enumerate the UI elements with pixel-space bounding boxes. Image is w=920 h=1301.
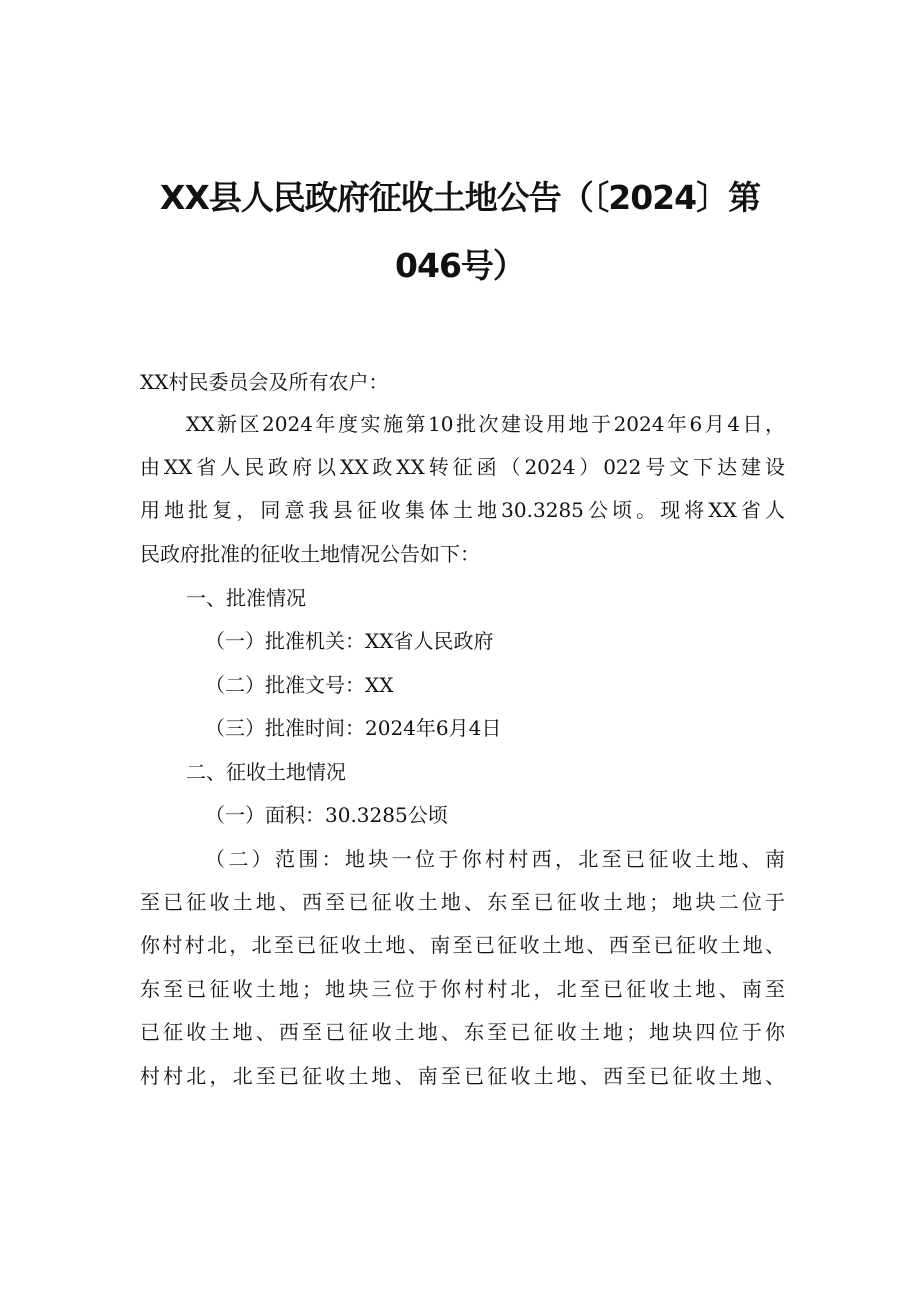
intro-line: 由XX省人民政府以XX政XX转征函（2024）022号文下达建设	[140, 455, 785, 479]
section-1-heading: 一、批准情况	[186, 586, 306, 610]
scope-line: 村村北，北至已征收土地、南至已征收土地、西至已征收土地、	[140, 1064, 785, 1088]
document-title-line-1: XX县人民政府征收土地公告（〔2024〕第	[159, 178, 761, 217]
document-title-line-2: 046号）	[395, 246, 525, 285]
scope-line: 至已征收土地、西至已征收土地、东至已征收土地；地块二位于	[140, 890, 785, 914]
salutation: XX村民委员会及所有农户：	[140, 370, 389, 394]
intro-line: XX新区2024年度实施第10批次建设用地于2024年6月4日，	[186, 412, 785, 436]
approval-document-number: （二）批准文号：XX	[205, 673, 394, 697]
approval-authority: （一）批准机关：XX省人民政府	[205, 629, 494, 653]
section-2-heading: 二、征收土地情况	[186, 760, 346, 784]
scope-line: 已征收土地、西至已征收土地、东至已征收土地；地块四位于你	[140, 1020, 785, 1044]
intro-line: 民政府批准的征收土地情况公告如下：	[140, 542, 480, 566]
scope-line: （二）范围：地块一位于你村村西，北至已征收土地、南	[205, 847, 785, 871]
scope-line: 你村村北，北至已征收土地、南至已征收土地、西至已征收土地、	[140, 933, 785, 957]
approval-date: （三）批准时间：2024年6月4日	[205, 716, 502, 740]
scope-line: 东至已征收土地；地块三位于你村村北，北至已征收土地、南至	[140, 977, 785, 1001]
land-area: （一）面积：30.3285公顷	[205, 803, 448, 827]
intro-line: 用地批复，同意我县征收集体土地30.3285公顷。现将XX省人	[140, 498, 785, 522]
